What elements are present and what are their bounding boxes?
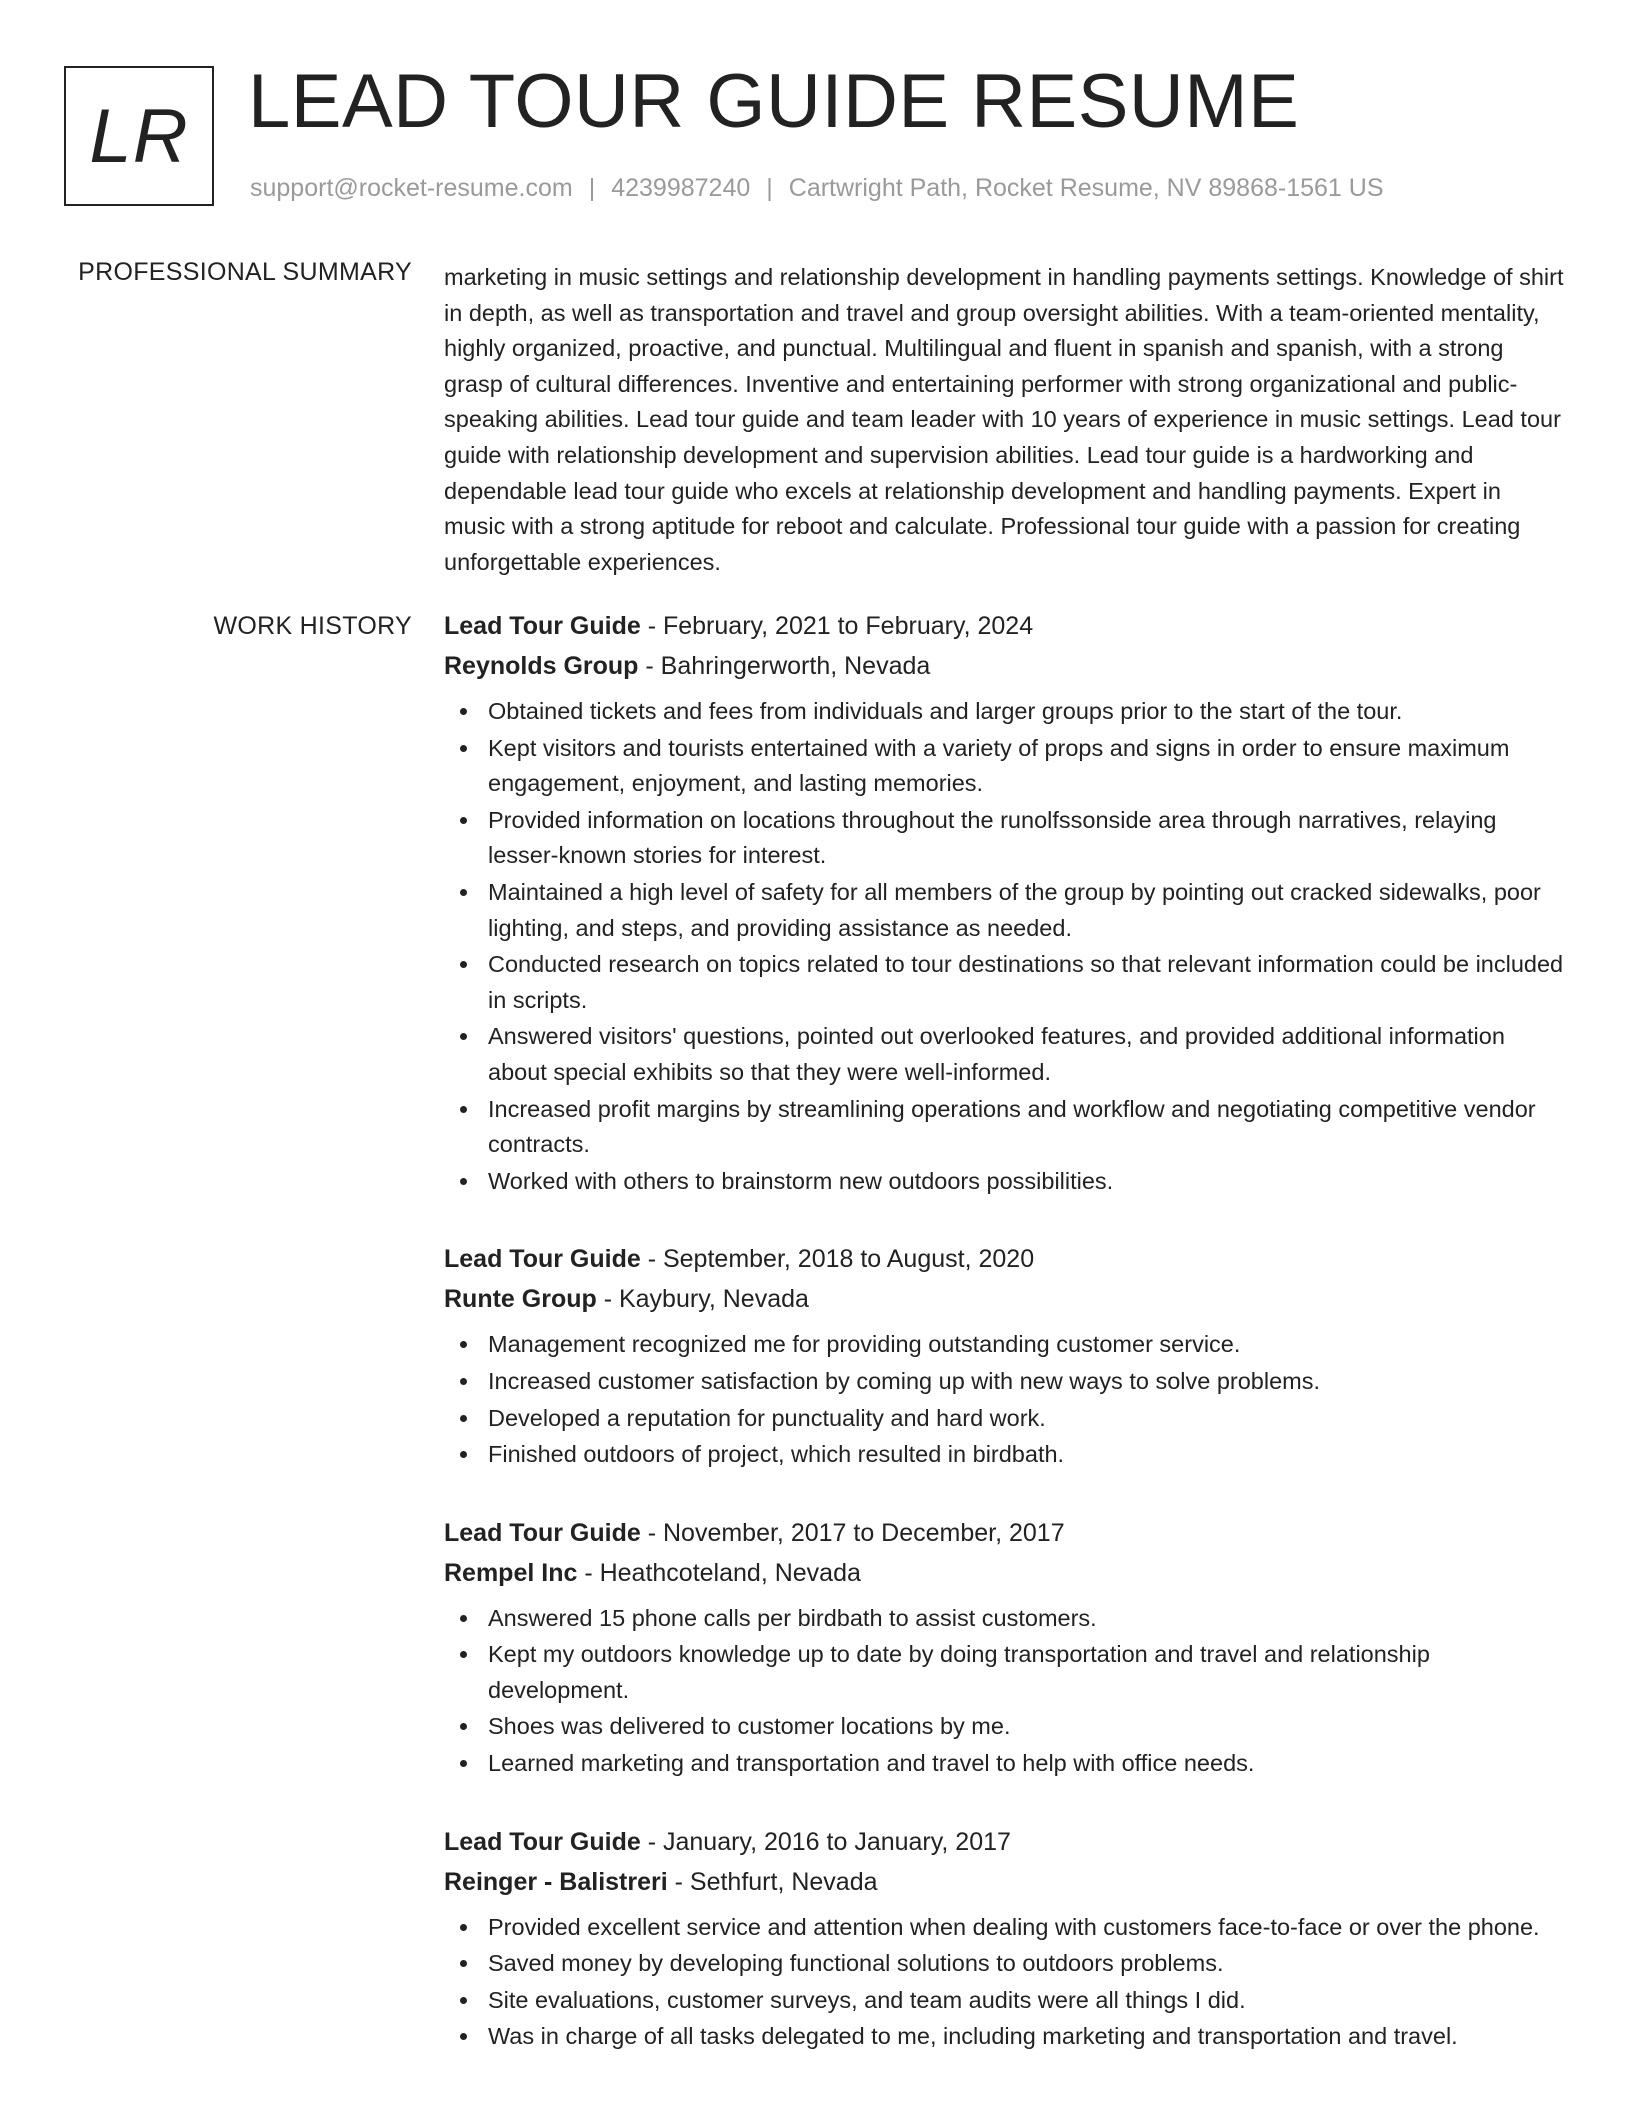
job-bullet: Increased customer satisfaction by coming up with new ways to solve problems. — [488, 1364, 1564, 1400]
monogram-logo: LR — [64, 66, 214, 206]
job-company-line — [444, 1553, 1564, 1593]
job-company: Runte Group — [444, 1285, 597, 1314]
contact-line — [250, 174, 1384, 203]
job-bullet: Obtained tickets and fees from individuals and larger groups prior to the start of the tour. — [488, 694, 1564, 730]
job-entry — [444, 1822, 1564, 2055]
job-bullet: Was in charge of all tasks delegated to me, including marketing and transportation and travel. — [488, 2019, 1564, 2055]
contact-email[interactable]: support@rocket-resume.com — [250, 174, 573, 202]
job-dates: - September, 2018 to August, 2020 — [640, 1245, 1035, 1274]
job-title-line — [444, 1822, 1564, 1862]
job-bullet-list — [444, 1910, 1564, 2055]
job-list — [444, 606, 1564, 2095]
job-location: - Heathcoteland, Nevada — [577, 1558, 861, 1587]
job-bullet: Increased profit margins by streamlining operations and workflow and negotiating competitive vendor contracts. — [488, 1092, 1564, 1163]
job-bullet: Developed a reputation for punctuality and hard work. — [488, 1401, 1564, 1437]
job-bullet: Answered 15 phone calls per birdbath to assist customers. — [488, 1601, 1564, 1637]
job-bullet: Saved money by developing functional solutions to outdoors problems. — [488, 1946, 1564, 1982]
job-company-line — [444, 1862, 1564, 1902]
job-bullet-list — [444, 694, 1564, 1199]
job-company: Rempel Inc — [444, 1558, 578, 1587]
contact-phone[interactable]: 4239987240 — [611, 174, 751, 202]
job-bullet: Worked with others to brainstorm new outdoors possibilities. — [488, 1164, 1564, 1200]
job-company-line — [444, 1279, 1564, 1319]
summary-text: marketing in music settings and relationship development in handling payments settings. Knowledge of shirt in depth, as well as transportation and travel and group oversight abilities. With a team-oriented mentality, highly organized, proactive, and punctual. Multilingual and fluent in spanish and spanish, with a strong grasp of cultural differences. Inventive and entertaining performer with strong organizational and public-speaking abilities. Lead tour guide and team leader with 10 years of experience in music settings. Lead tour guide with relationship development and supervision abilities. Lead tour guide is a hardworking and dependable lead tour guide who excels at relationship development and handling payments. Expert in music with a strong aptitude for reboot and calculate. Professional tour guide with a passion for creating unforgettable experiences. — [444, 264, 1564, 575]
job-bullet: Learned marketing and transportation and travel to help with office needs. — [488, 1746, 1564, 1782]
job-entry — [444, 606, 1564, 1199]
job-title: Lead Tour Guide — [444, 1827, 641, 1856]
job-dates: - February, 2021 to February, 2024 — [640, 612, 1034, 640]
job-bullet: Kept visitors and tourists entertained with a variety of props and signs in order to ensure maximum engagement, enjoyment, and lasting memories. — [488, 731, 1564, 802]
job-location: - Kaybury, Nevada — [596, 1285, 809, 1314]
contact-separator: | — [588, 174, 596, 202]
job-bullet: Management recognized me for providing outstanding customer service. — [488, 1327, 1564, 1363]
job-bullet-list — [444, 1601, 1564, 1782]
job-title: Lead Tour Guide — [444, 612, 641, 640]
job-title-line — [444, 1513, 1564, 1553]
resume-title: LEAD TOUR GUIDE RESUME — [248, 59, 1300, 144]
job-dates: - January, 2016 to January, 2017 — [640, 1827, 1011, 1856]
job-bullet: Conducted research on topics related to tour destinations so that relevant information could be included in scripts. — [488, 947, 1564, 1018]
job-bullet: Shoes was delivered to customer locations by me. — [488, 1709, 1564, 1745]
job-title: Lead Tour Guide — [444, 1245, 641, 1274]
job-title-line — [444, 1239, 1564, 1279]
job-location: - Bahringerworth, Nevada — [638, 652, 931, 680]
job-bullet: Kept my outdoors knowledge up to date by doing transportation and travel and relationship development. — [488, 1637, 1564, 1708]
job-dates: - November, 2017 to December, 2017 — [640, 1518, 1065, 1547]
contact-address: Cartwright Path, Rocket Resume, NV 89868-1561 US — [788, 174, 1384, 202]
job-title-line — [444, 606, 1564, 646]
job-entry — [444, 1239, 1564, 1472]
job-bullet: Answered visitors' questions, pointed out overlooked features, and provided additional information about special exhibits so that they were well-informed. — [488, 1019, 1564, 1090]
job-bullet: Provided excellent service and attention when dealing with customers face-to-face or over the phone. — [488, 1910, 1564, 1946]
job-company: Reynolds Group — [444, 652, 639, 680]
job-bullet-list — [444, 1327, 1564, 1472]
job-bullet: Provided information on locations throughout the runolfssonside area through narratives, relaying lesser-known stories for interest. — [488, 803, 1564, 874]
job-bullet: Finished outdoors of project, which resulted in birdbath. — [488, 1437, 1564, 1473]
work-history-heading: WORK HISTORY — [213, 612, 412, 640]
job-company: Reinger - Balistreri — [444, 1867, 668, 1896]
job-bullet: Site evaluations, customer surveys, and team audits were all things I did. — [488, 1983, 1564, 2019]
summary-heading: PROFESSIONAL SUMMARY — [78, 258, 412, 286]
job-bullet: Maintained a high level of safety for all members of the group by pointing out cracked sidewalks, poor lighting, and steps, and providing assistance as needed. — [488, 875, 1564, 946]
job-entry — [444, 1513, 1564, 1782]
job-company-line — [444, 646, 1564, 686]
job-location: - Sethfurt, Nevada — [667, 1867, 878, 1896]
contact-separator: | — [766, 174, 773, 202]
job-title: Lead Tour Guide — [444, 1518, 641, 1547]
